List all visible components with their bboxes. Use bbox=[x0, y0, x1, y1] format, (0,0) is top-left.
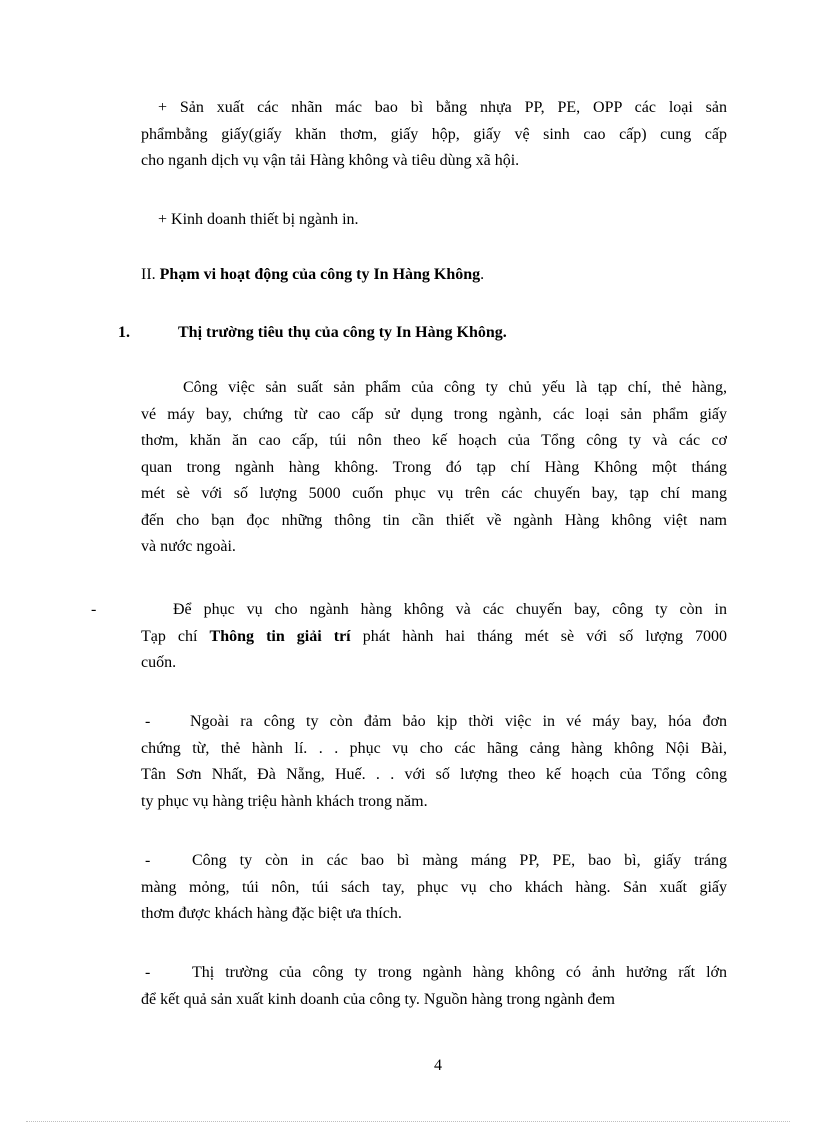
bullet-dash: - bbox=[145, 713, 151, 730]
section-title: Phạm vi hoạt động của công ty In Hàng Không bbox=[159, 266, 481, 283]
paragraph-line: Công ty còn in các bao bì màng máng PP, PE, bao bì, giấy tráng bbox=[192, 852, 727, 869]
bullet-dash: - bbox=[145, 964, 151, 981]
page-number: 4 bbox=[434, 1057, 442, 1074]
paragraph-bullet bbox=[141, 960, 727, 1013]
paragraph-line: thơm được khách hàng đặc biệt ưa thích. bbox=[141, 905, 402, 922]
paragraph-line: Tân Sơn Nhất, Đà Nẵng, Huế. . . với số lượng theo kế hoạch của Tổng công bbox=[141, 766, 727, 783]
paragraph-main bbox=[141, 375, 727, 561]
paragraph-line: ty phục vụ hàng triệu hành khách trong năm. bbox=[141, 792, 428, 810]
heading-title bbox=[178, 320, 738, 347]
paragraph-equipment bbox=[158, 207, 658, 234]
section-suffix: . bbox=[480, 266, 485, 283]
paragraph-products bbox=[141, 95, 727, 175]
magazine-name: Thông tin giải trí bbox=[209, 627, 351, 645]
section-prefix: II. bbox=[141, 266, 156, 283]
paragraph-magazine bbox=[141, 597, 727, 677]
paragraph-line: Thị trường của công ty trong ngành hàng không có ảnh hưởng rất lớn bbox=[192, 964, 727, 981]
paragraph-line: chứng từ, thẻ hành lí. . . phục vụ cho các hãng cảng hàng không Nội Bài, bbox=[141, 739, 727, 757]
paragraph-line: Công việc sản suất sản phẩm của công ty chủ yếu là tạp chí, thẻ hàng, bbox=[183, 379, 727, 396]
paragraph-line: Tạp chí Thông tin giải trí phát hành hai tháng mét sè với số lượng 7000 bbox=[141, 627, 727, 645]
paragraph-line: cuốn. bbox=[141, 654, 177, 671]
paragraph-line: phẩmbằng giấy(giấy khăn thơm, giấy hộp, giấy vệ sinh cao cấp) cung cấp bbox=[141, 125, 727, 143]
paragraph-line: vé máy bay, chứng từ cao cấp sử dụng trong ngành, các loại sản phẩm giấy bbox=[141, 405, 727, 423]
paragraph-line: quan trong ngành hàng không. Trong đó tạp chí Hàng Không một tháng bbox=[141, 458, 727, 476]
paragraph-line: đến cho bạn đọc những thông tin cần thiết về ngành Hàng không việt nam bbox=[141, 511, 727, 529]
bullet-dash: - bbox=[91, 601, 97, 618]
section-heading-line bbox=[141, 262, 741, 289]
heading-title-text: Thị trường tiêu thụ của công ty In Hàng Không. bbox=[178, 324, 507, 341]
heading-number: 1. bbox=[118, 324, 130, 341]
paragraph-line: cho nganh dịch vụ vận tải Hàng không và tiêu dùng xã hội. bbox=[141, 152, 520, 169]
paragraph-line: Để phục vụ cho ngành hàng không và các chuyến bay, công ty còn in bbox=[173, 601, 727, 618]
paragraph-line: Ngoài ra công ty còn đảm bảo kịp thời việc in vé máy bay, hóa đơn bbox=[190, 713, 727, 730]
paragraph-line: để kết quả sản xuất kinh doanh của công ty. Nguồn hàng trong ngành đem bbox=[141, 990, 615, 1008]
section-heading bbox=[141, 262, 741, 289]
paragraph-line: + Kinh doanh thiết bị ngành in. bbox=[158, 211, 359, 228]
paragraph-line: + Sản xuất các nhãn mác bao bì bằng nhựa PP, PE, OPP các loại sản bbox=[158, 99, 727, 116]
paragraph-bullet bbox=[141, 848, 727, 928]
paragraph-line: màng mỏng, túi nôn, túi sách tay, phục vụ cho khách hàng. Sản xuất giấy bbox=[141, 878, 727, 896]
bullet-dash: - bbox=[145, 852, 151, 869]
paragraph-line: thơm, khăn ăn cao cấp, túi nôn theo kế hoạch của Tổng công ty và các cơ bbox=[141, 432, 727, 449]
paragraph-line: và nước ngoài. bbox=[141, 538, 236, 555]
paragraph-bullet bbox=[141, 709, 727, 815]
page-bottom-rule bbox=[26, 1121, 790, 1122]
paragraph-line: mét sè với số lượng 5000 cuốn phục vụ trên các chuyến bay, tạp chí mang bbox=[141, 485, 727, 502]
